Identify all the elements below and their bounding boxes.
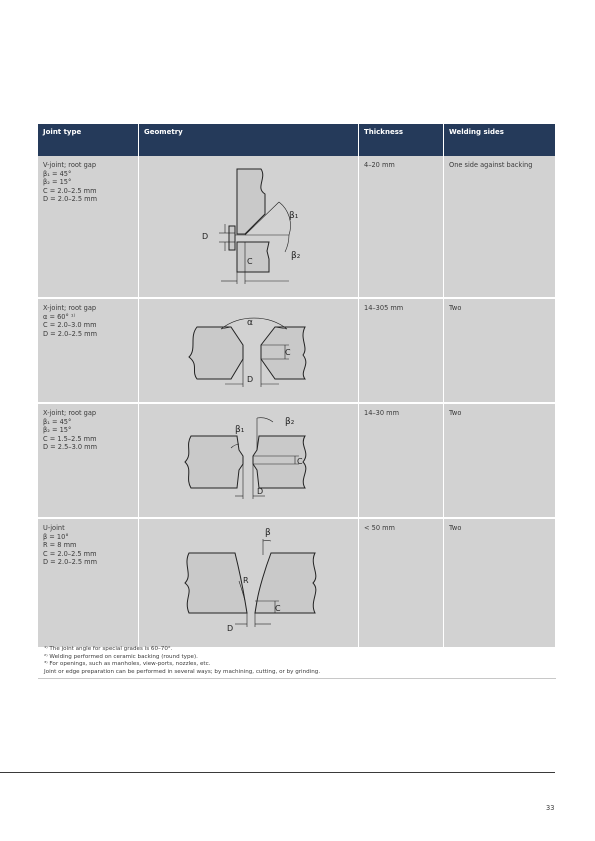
- joint-type-line: U-joint: [43, 524, 65, 532]
- label-beta2: β₂: [285, 417, 295, 427]
- thickness-cell: 4–20 mm: [358, 156, 443, 297]
- label-c: C: [275, 604, 281, 613]
- plate-right: [261, 327, 306, 379]
- label-r: R: [243, 576, 249, 585]
- v-joint-diagram: [139, 156, 358, 297]
- plate-upper: [237, 169, 265, 234]
- header-geometry: Geometry: [138, 124, 358, 156]
- joint-preparation-table: [38, 124, 555, 649]
- footnote-divider: [38, 678, 556, 679]
- table-row: [38, 299, 555, 404]
- welding-sides-cell: Two: [443, 519, 555, 647]
- footnote: ²⁾ Welding performed on ceramic backing (round type).: [44, 653, 198, 660]
- joint-type-cell: [38, 519, 138, 647]
- label-d: D: [227, 624, 234, 633]
- label-beta: β: [265, 528, 271, 538]
- joint-type-line: D = 2.0–2.5 mm: [43, 329, 98, 338]
- thickness-cell: 14–305 mm: [358, 299, 443, 402]
- joint-type-line: D = 2.5–3.0 mm: [43, 443, 98, 452]
- u-joint-diagram: [139, 519, 358, 647]
- label-c: C: [285, 348, 291, 357]
- welding-sides-cell: Two: [443, 299, 555, 402]
- welding-sides-cell: Two: [443, 404, 555, 517]
- footnote: ¹⁾ The joint angle for special grades is 60–70°.: [44, 646, 173, 652]
- joint-type-line: β = 10°: [43, 532, 69, 541]
- welding-sides-cell: One side against backing: [443, 156, 555, 297]
- joint-type-line: V-joint; root gap: [43, 161, 97, 169]
- thickness-cell: < 50 mm: [358, 519, 443, 647]
- geometry-cell: [138, 156, 358, 297]
- joint-type-line: α = 60° ¹⁾: [43, 312, 76, 321]
- plate-lower: [237, 242, 269, 272]
- table-row: [38, 519, 555, 649]
- joint-type-line: C = 2.0–2.5 mm: [43, 186, 97, 195]
- label-beta1: β₁: [289, 211, 299, 221]
- label-beta1: β₁: [235, 425, 245, 435]
- joint-type-line: C = 2.0–3.0 mm: [43, 321, 97, 330]
- joint-type-cell: [38, 156, 138, 297]
- label-c: C: [297, 457, 303, 466]
- label-c: C: [247, 257, 253, 266]
- joint-type-line: R = 8 mm: [43, 541, 77, 550]
- header-joint-type: Joint type: [43, 128, 82, 136]
- label-d: D: [202, 232, 209, 241]
- plate-left: [189, 327, 243, 379]
- footnote: Joint or edge preparation can be performed in several ways; by machining, cutting, or by grinding.: [44, 668, 321, 675]
- header-welding-sides: Welding sides: [443, 124, 555, 156]
- header-thickness: Thickness: [358, 124, 443, 156]
- joint-type-line: X-joint; root gap: [43, 304, 97, 312]
- footnote: ³⁾ For openings, such as manholes, view-ports, nozzles, etc.: [44, 661, 211, 668]
- x-joint-alpha-diagram: [139, 299, 358, 402]
- geometry-cell: [138, 519, 358, 647]
- joint-type-line: X-joint; root gap: [43, 409, 97, 417]
- page-bottom-rule: [0, 772, 555, 773]
- table-row: [38, 404, 555, 519]
- label-d: D: [257, 487, 264, 496]
- joint-type-line: β₂ = 15°: [43, 178, 72, 187]
- backing-strip: [229, 226, 235, 250]
- joint-type-line: β₁ = 45°: [43, 169, 72, 178]
- plate-left: [185, 553, 247, 613]
- label-alpha: α: [247, 318, 253, 328]
- joint-type-line: β₁ = 45°: [43, 417, 72, 426]
- table-header: [38, 124, 555, 156]
- thickness-cell: 14–30 mm: [358, 404, 443, 517]
- table-row: [38, 156, 555, 299]
- joint-type-cell: [38, 299, 138, 402]
- joint-type-cell: [38, 404, 138, 517]
- footnotes: [44, 646, 556, 676]
- plate-left: [185, 436, 243, 488]
- plate-right: [255, 553, 316, 613]
- joint-type-line: C = 1.5–2.5 mm: [43, 434, 97, 443]
- x-joint-beta-diagram: [139, 404, 358, 517]
- page-number: 33: [546, 804, 555, 812]
- geometry-cell: [138, 404, 358, 517]
- joint-type-line: β₂ = 15°: [43, 426, 72, 435]
- label-d: D: [247, 375, 254, 384]
- joint-type-line: D = 2.0–2.5 mm: [43, 558, 98, 567]
- joint-type-line: D = 2.0–2.5 mm: [43, 195, 98, 204]
- label-beta2: β₂: [291, 251, 301, 261]
- geometry-cell: [138, 299, 358, 402]
- joint-type-line: C = 2.0–2.5 mm: [43, 549, 97, 558]
